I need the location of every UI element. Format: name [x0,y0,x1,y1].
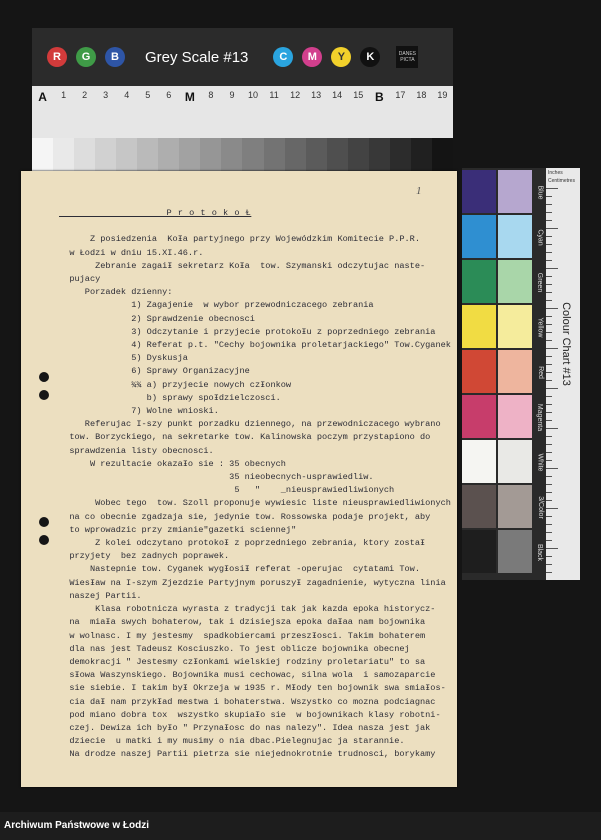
scale-label: 14 [332,90,343,100]
document-line: Z kolei odczytano protokoƗ z poprzedniego zebrania, ktory zostaƗ [59,538,426,549]
document-line: b) sprawy spoƗdzielczosci. [59,392,281,403]
swatch-label: Yellow [536,317,544,337]
ruler-tick [546,236,552,237]
swatch-label: Blue [536,184,544,200]
ruler-tick [546,244,552,245]
grey-scale-strip [32,86,453,140]
archive-name: Archiwum Państwowe w Łodzi [4,820,150,831]
document-line: demokracji " Jestesmy czƗonkami wielskiej rodziny proletariatu" to sa [59,656,426,667]
swatch-red-dark [462,350,496,393]
document-line: 3) Odczytanie i przyjecie protokoƗu z poprzedniego zebrania [59,326,436,337]
ruler-tick [546,324,552,325]
scale-label: 15 [353,90,364,100]
ruler-tick [546,284,552,285]
document-line: WiesƗaw na I-szym Zjezdzie Partyjnym poruszyƗ zagadnienie, wytyczna linia [59,577,446,588]
grey-scale-numbers [32,90,453,106]
colour-swatches [462,168,544,580]
page-number: 1 [416,185,422,197]
ruler-tick [546,572,552,573]
document-line: Z posiedzenia KoƗa partyjnego przy Wojewódzkim Komitecie P.P.R. [59,234,420,245]
ruler-tick [546,468,558,469]
grey-scale-chart [32,28,453,156]
swatch-label: Green [536,272,544,292]
swatch-3color-light [498,485,532,528]
document-line: naszej Partii. [59,590,142,601]
ruler-tick [546,508,558,509]
document-page [21,171,457,787]
ruler-tick [546,556,552,557]
scale-label: 18 [416,90,427,100]
ruler-tick [546,524,552,525]
ruler-tick [546,460,552,461]
swatch-red-light [498,350,532,393]
document-line: to wprowadzic przy zmianie"gazetki sciennej" [59,524,297,535]
document-line: sie siebie. I takim byƗ Okrzeja w 1935 r. MƗody ten bojownik swa smiaƗos- [59,683,446,694]
scale-label: 5 [145,90,151,100]
document-line: przyjety bez zadnych poprawek. [59,551,230,562]
document-line: czej. Dewiza ich byƗo " PrzynaƗosc do nas nalezy". Idea nasza jest jak [59,722,431,733]
ruler-tick [546,300,552,301]
scale-label: 10 [247,90,258,100]
ruler-tick [546,436,552,437]
swatch-green-light [498,260,532,303]
ruler-tick [546,356,552,357]
scale-label: 1 [61,90,67,100]
swatch-magenta-dark [462,395,496,438]
ruler-tick [546,348,558,349]
ruler-tick [546,540,552,541]
swatch-label: Magenta [536,403,544,431]
ruler-tick [546,428,558,429]
colour-chart [462,168,580,580]
ruler-tick [546,452,552,453]
document-line: pujacy [59,274,101,285]
ruler-tick [546,548,558,549]
swatch-yellow-light [498,305,532,348]
punch-hole [39,372,49,382]
ruler-tick [546,196,552,197]
document-line: pod miano dobra tox wszystko skupiaƗo sie w bojownikach klasy robotni- [59,709,441,720]
document-line: 7) Wolne wnioski. [59,406,219,417]
document-line: 5) Dyskusja [59,353,188,364]
document-line: sƗowa Waszynskiego. Bojownika musi cechowac, silna wola i samozaparcie [59,670,436,681]
document-line: w Łodzi w dniu 15.XI.46.r. [59,247,204,258]
swatch-white-dark [462,440,496,483]
swatch-green-dark [462,260,496,303]
swatch-black-light [498,530,532,573]
document-line: ¾¾ a) przyjecie nowych czƗonkow [59,379,292,390]
scale-label: 11 [269,90,279,100]
cmyk-circles [264,47,380,67]
ruler-tick [546,252,552,253]
rgb-circles [38,47,125,67]
scale-label: 17 [395,90,406,100]
swatch-black-dark [462,530,496,573]
document-line: Na drodze naszej Partii pietrza sie niejednokrotnie trudnosci, borykamy [59,749,436,760]
scale-label: 12 [290,90,301,100]
swatch-blue-dark [462,170,496,213]
ruler-tick [546,500,552,501]
ruler-tick [546,268,558,269]
inches-label: Inches [548,170,563,176]
ruler-tick [546,492,552,493]
swatch-yellow-dark [462,305,496,348]
document-line: tow. Borzyckiego, na sekretarke tow. Kalinowska poczym przystapiono do [59,432,431,443]
punch-hole [39,390,49,400]
danes-picta-logo: DANES PICTA [396,46,418,68]
scale-label: 13 [311,90,322,100]
rgb-circle-b: B [105,47,125,67]
ruler-tick [546,484,552,485]
ruler-tick [546,204,552,205]
ruler-tick [546,532,552,533]
scale-label: B [374,90,384,104]
cmyk-circle-c: C [273,47,293,67]
colour-chart-title: Colour Chart #13 [560,302,572,386]
document-line: Referujac I-szy punkt porzadku dziennego, na przewodniczacego wybrano [59,419,441,430]
document-line: Nastepnie tow. Cyganek wygƗosiƗ referat -operujac cytatami Tow. [59,564,420,575]
scale-label: 19 [437,90,448,100]
document-text [59,207,479,762]
ruler-tick [546,276,552,277]
centimetres-label: Centimetres [548,178,575,184]
ruler-tick [546,444,552,445]
grey-scale-header [32,28,453,86]
punch-hole [39,517,49,527]
document-line: Wobec tego tow. Szoll proponuje wywiesic liste nieusprawiedliwionych [59,498,451,509]
document-line: dla nas jest Tadeusz Kosciuszko. To jest oblicze bojownika obecnej [59,643,410,654]
document-line: 1) Zagajenie w wybor przewodniczacego zebrania [59,300,374,311]
ruler-tick [546,476,552,477]
ruler-tick [546,564,552,565]
rgb-circle-r: R [47,47,67,67]
ruler-tick [546,332,552,333]
ruler-tick [546,516,552,517]
scale-label: 8 [208,90,214,100]
document-line: 35 nieobecnych-usprawiedliw. [59,472,374,483]
swatch-cyan-light [498,215,532,258]
swatch-label: White [536,453,544,471]
ruler-tick [546,364,552,365]
ruler-tick [546,316,552,317]
document-line: 4) Referat p.t. "Cechy bojownika proletarjackiego" Tow.Cyganek [59,340,451,351]
document-line: na co obecnie zgadzaja sie, jedynie tow. Rossowska podaje projekt, aby [59,511,431,522]
document-line: 2) Sprawdzenie obecnosci [59,313,255,324]
scale-label: 2 [82,90,88,100]
ruler-tick [546,372,552,373]
cmyk-circle-k: K [360,47,380,67]
swatch-label: 3/Color [536,495,544,519]
swatch-blue-light [498,170,532,213]
scale-label: 9 [229,90,235,100]
scale-label: M [184,90,195,104]
swatch-label: Red [536,365,544,379]
document-line: dziecie u matki i my musimy o nia dbac.Pielegnujac ja starannie. [59,736,405,747]
swatch-magenta-light [498,395,532,438]
document-line: Klasa robotnicza wyrasta z tradycji tak jak kazda epoka historycz- [59,604,436,615]
scale-label: 4 [124,90,130,100]
document-line [59,220,479,233]
swatch-label: Cyan [536,228,544,246]
ruler-tick [546,220,552,221]
document-line: cia daƗ nam przykƗad mestwa i bohaterstwa. Wszystko co mozna podciagnac [59,696,436,707]
ruler-tick [546,340,552,341]
ruler-tick [546,292,552,293]
cmyk-circle-m: M [302,47,322,67]
ruler-tick [546,380,552,381]
ruler-tick [546,412,552,413]
ruler-tick [546,212,552,213]
ruler-tick [546,260,552,261]
scale-label: 3 [103,90,109,100]
footer-bar [0,812,601,840]
ruler-tick [546,188,558,189]
document-line: 5 " _nieusprawiedliwionych [59,485,395,496]
document-line: Zebranie zagaiƗ sekretarz KoƗa tow. Szymanski odczytujac naste- [59,260,426,271]
ruler-tick [546,388,558,389]
scale-label: A [38,90,47,104]
ruler [546,168,580,580]
document-line: sprawdzenia listy obecnosci. [59,445,214,456]
document-line: w wolnasc. I my jestesmy spadkobiercami przeszƗosci. Takim bohaterem [59,630,426,641]
document-line: Porzadek dzienny: [59,287,173,298]
document-line: W rezultacie okazaƗo sie : 35 obecnych [59,458,286,469]
ruler-tick [546,308,558,309]
scale-label: 6 [166,90,172,100]
document-line: 6) Sprawy Organizacyjne [59,366,250,377]
ruler-tick [546,228,558,229]
ruler-tick [546,396,552,397]
rgb-circle-g: G [76,47,96,67]
swatch-label: Black [536,543,544,561]
ruler-tick [546,420,552,421]
document-line: P r o t o k o Ɫ [59,208,252,218]
document-line: na miaƗa swych bohaterow, tak i dzisiejsza epoka daƗaa nam bojownika [59,617,426,628]
swatch-3color-dark [462,485,496,528]
ruler-tick [546,404,552,405]
swatch-cyan-dark [462,215,496,258]
cmyk-circle-y: Y [331,47,351,67]
grey-scale-title: Grey Scale #13 [145,48,249,66]
swatch-white-light [498,440,532,483]
punch-hole [39,535,49,545]
